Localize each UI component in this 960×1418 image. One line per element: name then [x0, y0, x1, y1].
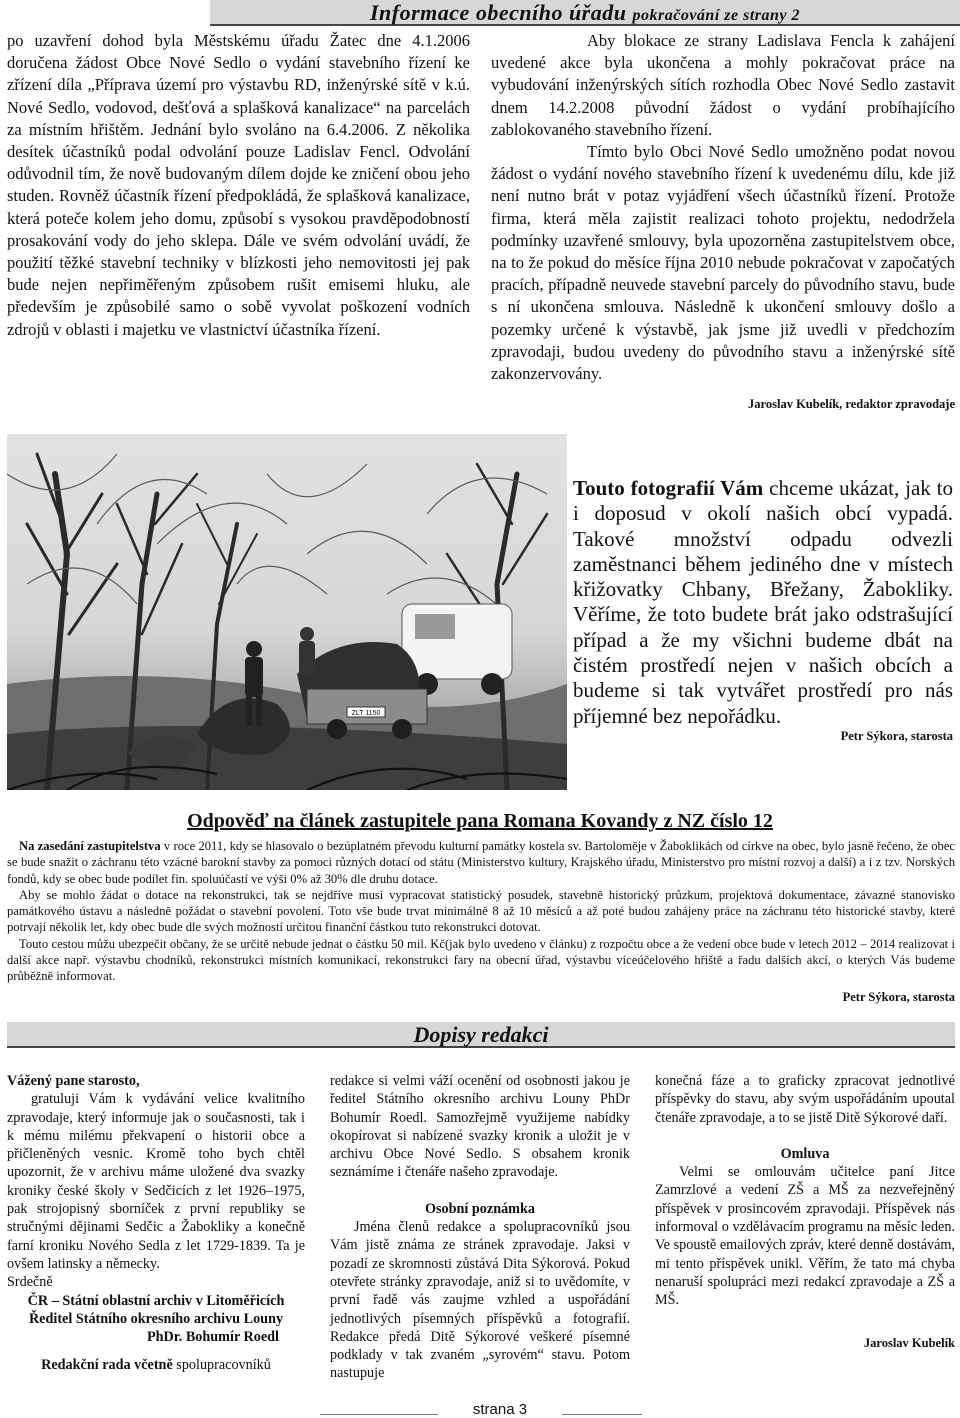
page-header-title — [210, 0, 960, 29]
page-header-banner — [210, 0, 960, 26]
article-text: po uzavření dohod byla Městskému úřadu Žatec dne 4.1.2006 doručena žádost Obce Nové Sedlo o vydání stavebního řízení ke zřízení díla „Příprava území pro výstavbu RD, inženýrské sítě v k.ú. Nové Sedlo, vodovod, dešťová a splašková kanalizace“ na parcelách za místním hřištěm. Jednání bylo svoláno na 6.4.2006. Z několika desítek účastníků podal odvolání pouze Ladislav Fencl. Odvolání odůvodnil tím, že nově budovaným dílem dojde ke zničení obou jeho studen. Rovněž účastník řízení předpokládá, že splašková kanalizace, která poteče kolem jeho domu, způsobí s vysokou pravděpodobností prosakování vody do jeho sklepa. Dále ve svém odvolání uvádí, že použití těžké stavební techniky v blízkosti jeho nemovitosti jej pak bude nejen nepřiměřeným způsobem rušit emisemi hluku, ale především je způsobilé samo o sobě vyvolat poškození vodních zdrojů v oblasti i majetku ve vlastnictví účastníka řízení. — [7, 31, 470, 339]
personal-note-continuation: konečná fáze a to graficky zpracovat jednotlivé příspěvky do stavu, aby svým uspořádáním upoutal čtenáře zpravodaje, a to se jistě Ditě Sýkorové daří. — [655, 1073, 955, 1126]
apology-text: Velmi se omlouvám učitelce paní Jitce Zamrzlové a vedení ZŠ a MŠ za nezveřejněný příspěvek v prosincovém zpravodaji. Příspěvek nás informoval o vzdělávacím programu na měsíc leden. Ve spoustě emailových zpráv, které denně dostávám, mi tento příspěvek unikl. Věřím, že tato má chyba nenaruší spolupráci mezi redakcí zpravodaje a ZŠ a MŠ. — [655, 1164, 955, 1309]
waste-cleanup-photo — [7, 434, 567, 790]
reply-paragraph-lead: Na zasedání zastupitelstva — [19, 839, 161, 853]
photo-description-lead: Touto fotografií Vám — [573, 476, 764, 500]
reply-paragraph-3: Touto cestou můžu ubezpečit občany, že se určitě nebude jednat o částku 50 mil. Kč(jak bylo uvedeno v článku) z rozpočtu obce a že vedení obce bude v letech 2012 – 2014 realizovat i další akce např. výstavbu chodníků, rekonstrukci místních komunikací, rekonstrukci fary na obecní úřad, výstavbu víceúčelového hřiště a řadu dalších akcí, o kterých Vás budeme průběžně informovat. — [7, 936, 955, 984]
letter-signature-line-1: ČR – Státní oblastní archiv v Litoměřicích — [27, 1292, 285, 1309]
page-number: strana 3 — [472, 1401, 528, 1418]
reply-paragraph-1 — [7, 838, 955, 887]
page-footer — [0, 1401, 960, 1418]
reply-signature: Petr Sýkora, starosta — [842, 989, 955, 1004]
top-article-left-column — [7, 30, 470, 341]
reply-paragraph-2: Aby se mohlo žádat o dotace na rekonstrukci, tak se nejdříve musí vypracovat statistický posudek, stavebně historický průzkum, projektová dokumentace, závazné stanovisko památkového ústavu a následně požádat o stavební povolení. Toto vše bude trvat minimálně 8 až 10 měsíců a až poté budou zahájeny práce na záchranu této historické stavby, které potrvají několik let, kdy obec bude dle svých možností určitou finanční částkou tuto rekonstrukci dotovat. — [7, 887, 955, 935]
letter-body: gratuluji Vám k vydávání velice kvalitního zpravodaje, který informuje jak o současnosti, tak i k mému milému překvapení o historii obce a přičleněných vesnic. Kromě toho bych chtěl upozornit, že v archivu máme uložené dva svazky kroniky české školy v Sedčicích z let 1926–1975, pak strojopisný sborníček z první republiky se stručnými dějinami Sedčic a Žabokliky a konečně farní kroniku Nového Sedla z let 1729-1839. Ta je ovšem latinsky a německy. — [7, 1091, 305, 1272]
photo-description-text — [573, 476, 953, 729]
apology-signature: Jaroslav Kubelík — [863, 1335, 955, 1350]
editorial-board-lead: Redakční rada včetně — [41, 1357, 173, 1374]
letters-column-1 — [7, 1072, 305, 1375]
reply-article-title: Odpověď na článek zastupitele pana Romana Kovandy z NZ číslo 12 — [187, 810, 773, 832]
reply-paragraph-text: v roce 2011, kdy se hlasovalo o bezúplatném převodu kulturní památky kostela sv. Bartoloměje v Žaboklikách od církve na obec, bylo jasně řečeno, že obec se bude snažit o záchranu této vzácné barokní stavby za pomoci různých dotací od státu (Ministerstvo kultury, Krajského úřadu, Ministerstvo pro místní rozvoj a další) a i z tzv. Norských fondů, kdy se obec bude podílet fin. spoluúčastí ve výši 0% až 30% dle druhu dotace. — [7, 839, 955, 886]
license-plate-text: ZLT 1150 — [351, 710, 381, 717]
reply-to-letter-text: redakce si velmi váží ocenění od osobnosti jakou je ředitel Státního okresního archivu Louny PhDr Bohumír Roedl. Samozřejmě využijeme nabídky okopírovat si nabízené svazky kronik a uložit je v archivu Obce Nové Sedlo. S obsahem kronik seznámíme i čtenáře našeho zpravodaje. — [330, 1073, 630, 1181]
editorial-board-text: spolupracovníků — [172, 1357, 271, 1374]
footer-divider-left — [320, 1414, 438, 1415]
photo-description — [573, 476, 953, 757]
header-continuation: pokračování ze strany 2 — [632, 7, 800, 24]
letters-column-2 — [330, 1072, 630, 1383]
letter-closing: Srdečně — [7, 1274, 53, 1291]
photo-description-signature: Petr Sýkora, starosta — [840, 728, 953, 743]
letters-section-title: Dopisy redakci — [413, 1022, 549, 1047]
article-signature: Jaroslav Kubelík, redaktor zpravodaje — [748, 397, 955, 412]
letter-signature-line-3: PhDr. Bohumír Roedl — [146, 1329, 279, 1346]
personal-note-heading: Osobní poznámka — [425, 1200, 535, 1217]
letters-column-3 — [655, 1072, 955, 1352]
letters-section-banner — [7, 1022, 955, 1048]
header-title-text: Informace obecního úřadu — [370, 0, 627, 25]
apology-heading: Omluva — [780, 1145, 830, 1162]
article-paragraph: Aby blokace ze strany Ladislava Fencla k zahájení uvedené akce byla ukončena a mohly pokračovat práce na vybudování inženýrských sítích rozhodla Obec Nové Sedlo zastavit dnem 14.2.2008 původní žádost o vydání probíhajícího zablokovaného stavebního řízení. — [491, 31, 955, 139]
personal-note-text: Jména členů redakce a spolupracovníků jsou Vám jistě známa ze stránek zpravodaje. Jaksi v pozadí ze skromnosti zůstává Dita Sýkorová. Pokud otevřete stránky zpravodaje, aniž si to uvědomíte, v první řadě vás zaujme vzhled a uspořádání jednotlivých písemných příspěvků a fotografií. Redakce předá Ditě Sýkorové veškeré písemné podklady v tak zvaném „syrovém“ stavu. Potom nastupuje — [330, 1219, 630, 1382]
letter-signature-line-2: Ředitel Státního okresního archivu Louny — [28, 1310, 284, 1327]
article-paragraph: Tímto bylo Obci Nové Sedlo umožněno podat novou žádost o vydání nového stavebního řízení k uvedenému dílu, kde již není nutno brát v potaz vyjádření všech účastníků řízení. Protože firma, která měla zajistit realizaci tohoto projektu, nedodržela podmínky uzavřené smlouvy, byla upozorněna zastupitelstvem obce, na to že pokud do měsíce října 2010 nebude pokračovat v započatých pracích, případně neuvede stavební parcely do původního stavu, bude s ní ukončena smlouva. Následně k ukončení smlouvy došlo a pozemky určené k výstavbě, jak jsme již uvedli v předchozím zpravodaji, budou uvedeny do původního stavu a inženýrské sítě zakonzervovány. — [491, 142, 955, 384]
editorial-board-line — [7, 1356, 305, 1374]
footer-divider-right — [562, 1414, 642, 1415]
photo-description-body: chceme ukázat, jak to i doposud v okolí našich obcí vypadá. Takové množství odpadu odvezli zaměstnanci během jediného dne v místech křižovatky Chbany, Břežany, Žabokliky. Věříme, že toto budete brát jako odstrašující případ a že my všichni budeme dbát na čistém prostředí nejen v našich obcích a budeme si tak vytvářet prostředí pro nás příjemné bez nepořádku. — [573, 476, 953, 728]
letter-salutation: Vážený pane starosto, — [7, 1073, 140, 1089]
reply-article-body — [7, 838, 955, 1005]
top-article-right-column — [491, 30, 955, 415]
